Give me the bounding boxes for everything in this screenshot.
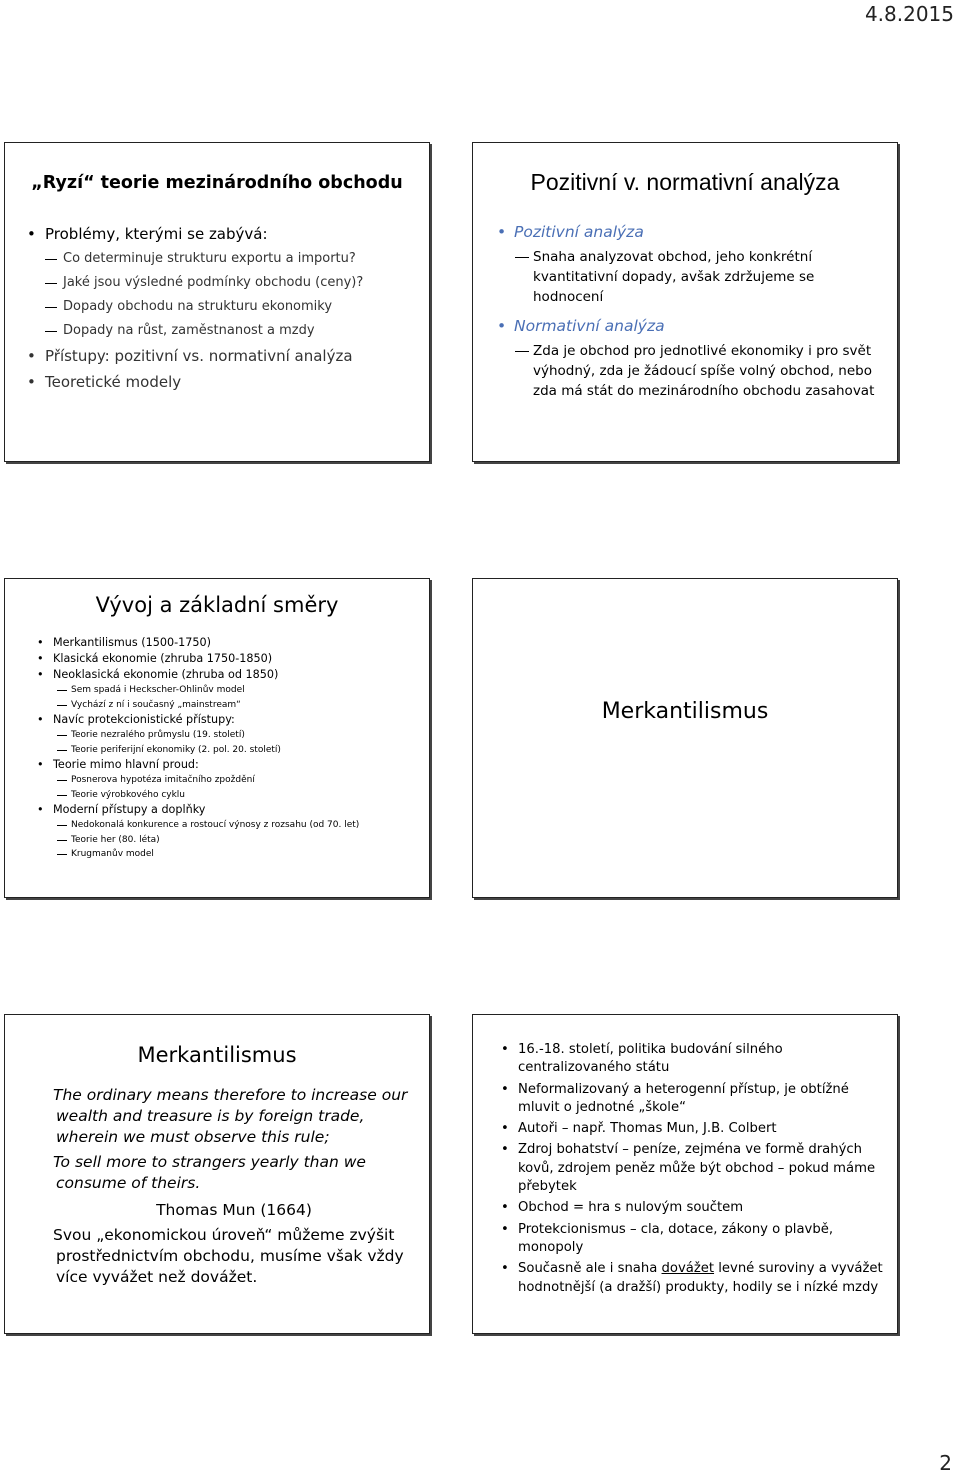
slide-merkantilismus-details: [472, 1014, 898, 1334]
bullet-text: levné suroviny a vyvážet hodnotnější (a dražší) produkty, hodily se i nízké mzdy: [518, 1261, 883, 1295]
sub-bullet-item: Posnerova hypotéza imitačního zpoždění: [35, 773, 423, 788]
slide-merkantilismus-quote: [4, 1014, 430, 1334]
sub-bullet-item: Dopady obchodu na strukturu ekonomiky: [27, 295, 421, 319]
bullet-item: • Zdroj bohatství – peníze, zejména ve formě drahých kovů, zdrojem peněz může být obchod – pokud máme přebytek: [499, 1141, 883, 1196]
bullet-item: • Protekcionismus – cla, dotace, zákony o plavbě, monopoly: [499, 1221, 883, 1258]
slide-body: [53, 1085, 415, 1288]
bullet-item: [499, 1260, 883, 1297]
bullet-item: • Pozitivní analýza: [487, 221, 879, 243]
sub-bullet-item: Nedokonalá konkurence a rostoucí výnosy z rozsahu (od 70. let): [35, 818, 423, 833]
bullet-item: • Normativní analýza: [487, 315, 879, 337]
bullet-item: • Přístupy: pozitivní vs. normativní analýza: [27, 343, 421, 369]
bullet-item: • Moderní přístupy a doplňky: [35, 802, 423, 818]
slide-ryzi-teorie: [4, 142, 430, 462]
slide-bullets: [27, 221, 421, 395]
quote-text: The ordinary means therefore to increase our wealth and treasure is by foreign trade, wherein we must observe this rule;: [53, 1086, 408, 1146]
sub-bullet-item: Snaha analyzovat obchod, jeho konkrétní kvantitativní dopady, avšak zdržujeme se hodnocení: [487, 247, 879, 307]
slide-bullets: [35, 635, 423, 862]
sub-bullet-item: Zda je obchod pro jednotlivé ekonomiky i pro svět výhodný, zda je žádoucí spíše volný obchod, nebo zda má stát do mezinárodního obchodu zasahovat: [487, 341, 879, 401]
print-date: 4.8.2015: [864, 2, 954, 26]
bullet-text: Současně ale i snaha: [518, 1261, 662, 1277]
sub-bullet-item: Krugmanův model: [35, 847, 423, 862]
sub-bullet-item: Dopady na růst, zaměstnanost a mzdy: [27, 319, 421, 343]
slide-bullets: [499, 1041, 883, 1300]
bullet-item: • Autoři – např. Thomas Mun, J.B. Colbert: [499, 1120, 883, 1138]
bullet-item: • Neoklasická ekonomie (zhruba od 1850): [35, 667, 423, 683]
sub-bullet-item: Teorie periferijní ekonomiky (2. pol. 20. století): [35, 743, 423, 758]
sub-bullet-item: Vychází z ní i současný „mainstream“: [35, 698, 423, 713]
slide-title: Merkantilismus: [601, 699, 769, 724]
sub-bullet-item: Sem spadá i Heckscher-Ohlinův model: [35, 683, 423, 698]
slide-merkantilismus-title: [472, 578, 898, 898]
slide-title: Merkantilismus: [137, 1043, 297, 1067]
bullet-item: • Merkantilismus (1500-1750): [35, 635, 423, 651]
sub-bullet-item: Jaké jsou výsledné podmínky obchodu (ceny)?: [27, 271, 421, 295]
sub-bullet-item: Teorie výrobkového cyklu: [35, 788, 423, 803]
slide-vyvoj-smery: [4, 578, 430, 898]
bullet-item: • Obchod = hra s nulovým součtem: [499, 1199, 883, 1217]
slide-pozitivni-normativni: [472, 142, 898, 462]
slide-title: Pozitivní v. normativní analýza: [530, 169, 840, 195]
underlined-word: dovážet: [661, 1261, 715, 1277]
slide-bullets: [487, 221, 879, 409]
bullet-item: • 16.-18. století, politika budování silného centralizovaného státu: [499, 1041, 883, 1078]
page-number: 2: [939, 1451, 952, 1475]
bullet-item: • Problémy, kterými se zabývá:: [27, 221, 421, 247]
sub-bullet-item: Teorie nezralého průmyslu (19. století): [35, 728, 423, 743]
bullet-item: • Klasická ekonomie (zhruba 1750-1850): [35, 651, 423, 667]
bullet-item: • Teorie mimo hlavní proud:: [35, 757, 423, 773]
quote-text: To sell more to strangers yearly than we consume of theirs.: [53, 1153, 366, 1192]
slide-title: Vývoj a základní směry: [95, 593, 339, 617]
bullet-item: • Teoretické modely: [27, 369, 421, 395]
slide-title: „Ryzí“ teorie mezinárodního obchodu: [31, 173, 403, 193]
sub-bullet-item: Co determinuje strukturu exportu a importu?: [27, 247, 421, 271]
quote-author: Thomas Mun (1664): [156, 1201, 312, 1219]
bullet-item: • Neformalizovaný a heterogenní přístup, je obtížné mluvit o jednotné „škole“: [499, 1081, 883, 1118]
paragraph-text: Svou „ekonomickou úroveň“ můžeme zvýšit prostřednictvím obchodu, musíme však vždy více vyvážet než dovážet.: [53, 1226, 404, 1286]
bullet-item: • Navíc protekcionistické přístupy:: [35, 712, 423, 728]
sub-bullet-item: Teorie her (80. léta): [35, 833, 423, 848]
